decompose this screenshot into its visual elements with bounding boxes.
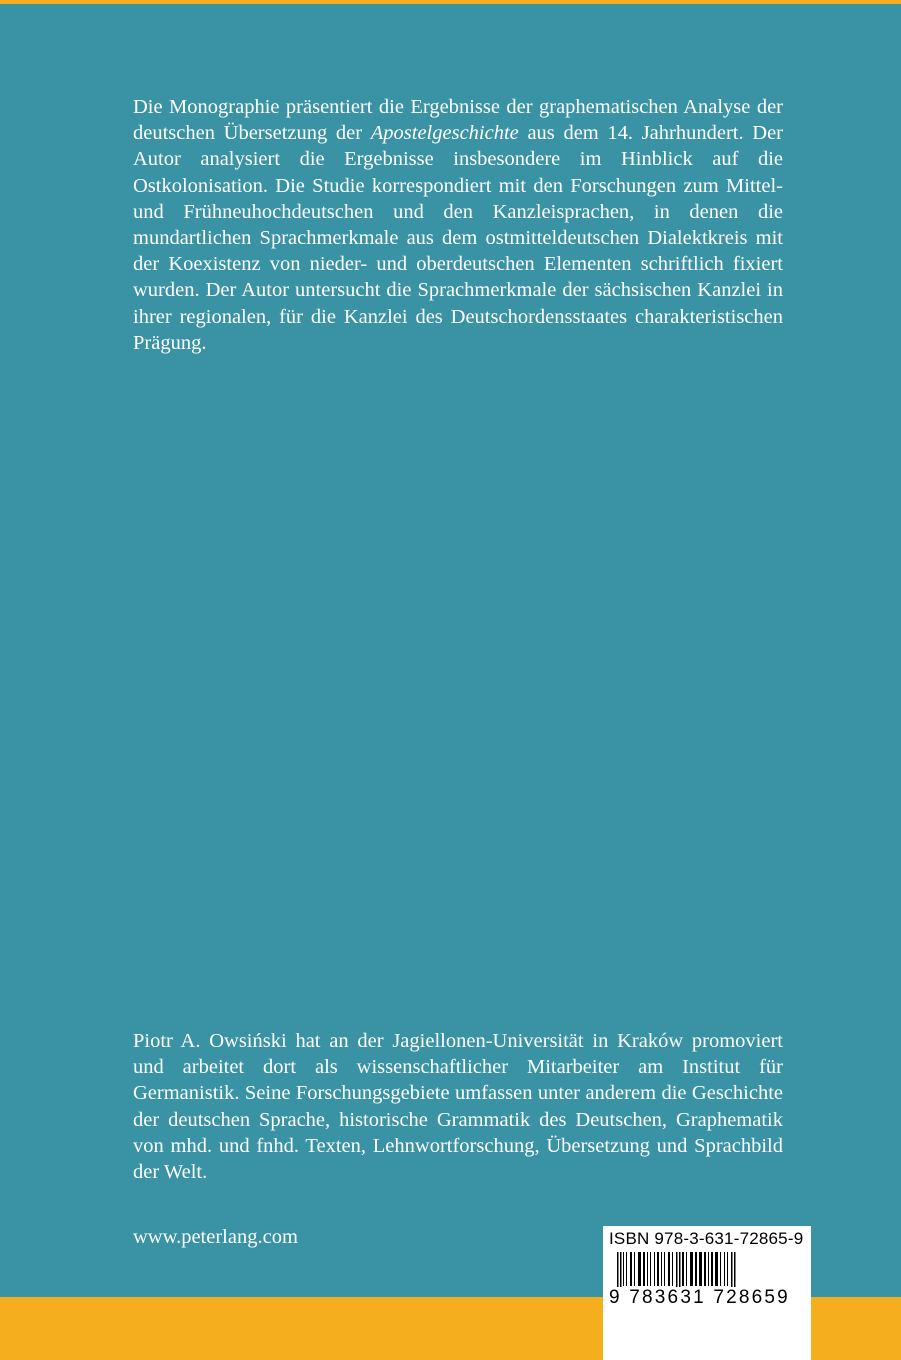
barcode-bar xyxy=(623,1252,624,1286)
barcode-bar xyxy=(668,1252,670,1286)
barcode-bar xyxy=(686,1252,687,1286)
barcode-bar xyxy=(634,1252,635,1286)
barcode-bar xyxy=(699,1252,702,1286)
barcode-bar xyxy=(657,1252,659,1286)
barcode-bar xyxy=(664,1252,665,1286)
barcode-bar xyxy=(661,1252,662,1286)
barcode-bar xyxy=(704,1252,706,1286)
publisher-website[interactable]: www.peterlang.com xyxy=(133,1226,298,1248)
barcode-bar xyxy=(715,1252,718,1286)
description-part-2: aus dem 14. Jahrhundert. Der Autor analysiert die Ergebnisse insbesondere im Hinblick auf die Ostkolonisation. Die Studie korrespondiert mit den Forschungen zum Mittel- und Frühneuhochdeutschen und den Kanzleisprachen, in denen die mundartlichen Sprachmerkmale aus dem ostmitteldeutschen Dialektkreis mit der Koexistenz von nieder- und oberdeutschen Elementen schriftlich fixiert wurden. Der Autor untersucht die Sprachmerkmale der sächsischen Kanzlei in ihrer regionalen, für die Kanzlei des Deutschordensstaates charakteristischen Prägung. xyxy=(133,122,783,354)
barcode-bar xyxy=(720,1252,721,1286)
barcode-digits: 9 783631 728659 xyxy=(609,1287,790,1308)
isbn-label: ISBN 978-3-631-72865-9 xyxy=(609,1229,804,1248)
barcode-bar xyxy=(711,1252,713,1286)
book-title-italic: Apostelgeschichte xyxy=(370,122,519,145)
barcode-bar xyxy=(672,1252,673,1286)
barcode-bar xyxy=(727,1252,728,1286)
book-description xyxy=(133,94,783,356)
barcode-bar xyxy=(630,1252,632,1286)
barcode-bar xyxy=(708,1252,709,1286)
author-biography: Piotr A. Owsiński hat an der Jagiellonen-Universität in Kraków promoviert und arbeitet dort als wissenschaftlicher Mitarbeiter am Institut für Germanistik. Seine Forschungsgebiete umfassen unter anderem die Geschichte der deutschen Sprache, historische Grammatik des Deutschen, Graphematik von mhd. und fnhd. Texten, Lehnwortforschung, Übersetzung und Sprachbild der Welt. xyxy=(133,1030,783,1184)
isbn-barcode xyxy=(603,1226,811,1360)
description-part-1: Die Monographie präsentiert die Ergebnisse der graphematischen Analyse der deutschen Übersetzung der xyxy=(133,96,783,145)
barcode-bar xyxy=(690,1252,693,1286)
barcode-bar xyxy=(626,1252,627,1286)
barcode-bar xyxy=(647,1252,648,1286)
barcode-bar xyxy=(682,1252,684,1286)
barcode-bar xyxy=(638,1252,641,1286)
barcode-bar xyxy=(695,1252,697,1286)
barcode-bar xyxy=(650,1252,651,1286)
barcode-bar xyxy=(643,1252,645,1286)
top-accent-bar xyxy=(0,0,901,4)
barcode-bar xyxy=(654,1252,655,1286)
barcode-bar xyxy=(724,1252,725,1286)
